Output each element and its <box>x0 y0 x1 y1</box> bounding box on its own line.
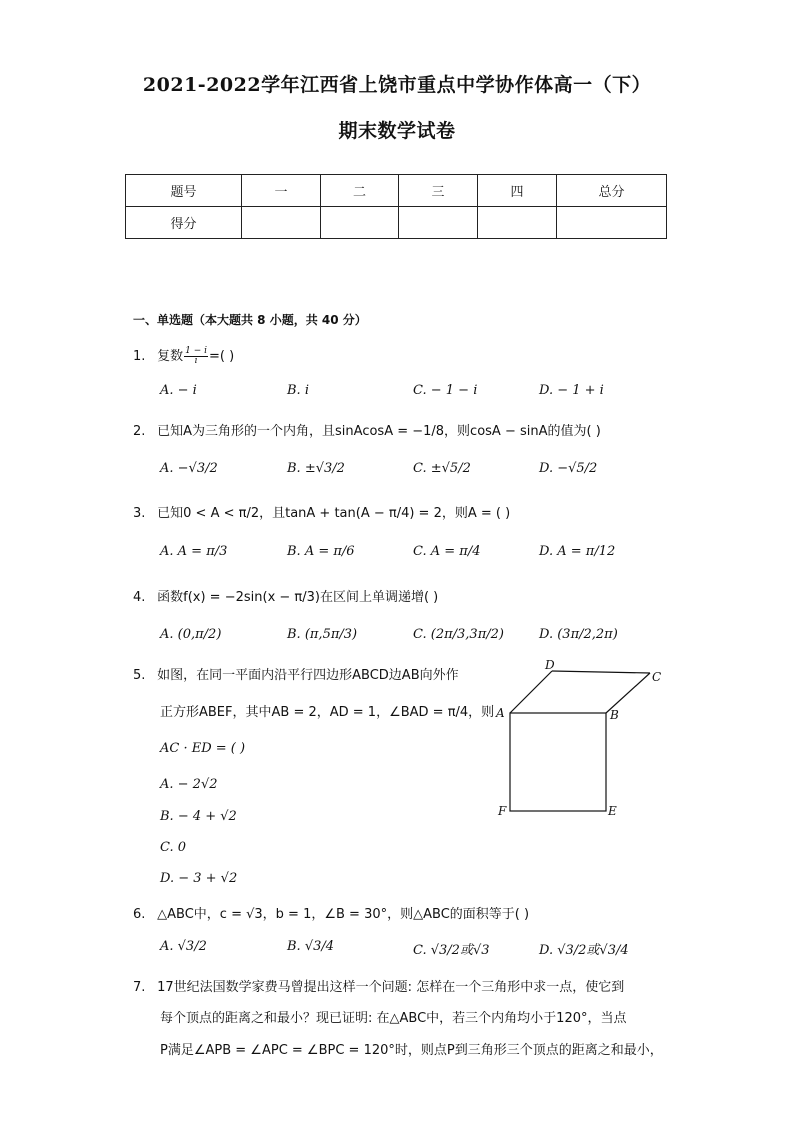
question-number: 7. <box>133 980 146 995</box>
q3-option-d: D. A = π/12 <box>539 544 616 559</box>
question-1 <box>133 345 234 366</box>
score-table <box>125 174 667 239</box>
q5-option-d: D. − 3 + √2 <box>160 871 238 886</box>
question-stem-line-3: P满足∠APB = ∠APC = ∠BPC = 120°时，则点P到三角形三个顶点的距离之和最小， <box>160 1043 663 1058</box>
question-stem: 已知0 < A < π/2，且tanA + tan(A − π/4) = 2，则A = ( ) <box>157 506 511 521</box>
score-cell <box>321 207 399 239</box>
question-stem-line-1: 17世纪法国数学家费马曾提出这样一个问题: 怎样在一个三角形中求一点，使它到 <box>157 980 625 995</box>
score-cell <box>557 207 667 239</box>
q2-option-d: D. −√5/2 <box>539 461 598 476</box>
parallelogram-square-figure <box>490 655 670 820</box>
score-header-cell: 总分 <box>557 175 667 207</box>
question-stem-line-3: AC · ED = ( ) <box>160 741 246 756</box>
q5-option-a: A. − 2√2 <box>160 777 218 792</box>
q4-option-c: C. (2π/3,3π/2) <box>413 627 504 642</box>
q5-option-b: B. − 4 + √2 <box>160 809 237 824</box>
score-header-cell: 题号 <box>126 175 242 207</box>
question-number: 4. <box>133 590 146 605</box>
question-4 <box>133 586 438 605</box>
label-b: B <box>610 708 619 722</box>
label-e: E <box>608 804 617 818</box>
question-stem-line-2: 每个顶点的距离之和最小？现已证明: 在△ABC中，若三个内角均小于120°，当点 <box>160 1011 627 1026</box>
q2-option-a: A. −√3/2 <box>160 461 218 476</box>
question-stem: 函数f(x) = −2sin(x − π/3)在区间上单调递增( ) <box>157 590 439 605</box>
question-number: 2. <box>133 424 146 439</box>
question-stem-line-2: 正方形ABEF，其中AB = 2，AD = 1，∠BAD = π/4，则 <box>160 705 495 720</box>
q1-option-d: D. − 1 + i <box>539 383 604 398</box>
q4-option-a: A. (0,π/2) <box>160 627 222 642</box>
square-abef <box>510 713 606 811</box>
edge-ad <box>510 671 552 713</box>
question-stem: △ABC中，c = √3，b = 1，∠B = 30°，则△ABC的面积等于( ) <box>157 907 530 922</box>
question-number: 5. <box>133 668 146 683</box>
score-header-cell: 四 <box>478 175 557 207</box>
score-cell <box>478 207 557 239</box>
score-table-score-row <box>126 207 667 239</box>
q6-option-b: B. √3/4 <box>287 939 335 954</box>
q6-option-a: A. √3/2 <box>160 939 207 954</box>
question-3 <box>133 502 510 521</box>
fraction-1-minus-i-over-i: $\frac{1 - i}{i}$ <box>185 346 208 366</box>
score-header-cell: 一 <box>242 175 321 207</box>
score-row-label: 得分 <box>126 207 242 239</box>
title-line-1: 2021-2022学年江西省上饶市重点中学协作体高一（下） <box>142 74 652 96</box>
question-number: 6. <box>133 907 146 922</box>
q1-option-a: A. − i <box>160 383 197 398</box>
label-d: D <box>545 658 555 672</box>
question-7 <box>133 976 624 995</box>
q1-option-c: C. − 1 − i <box>413 383 478 398</box>
question-number: 3. <box>133 506 146 521</box>
q4-option-b: B. (π,5π/3) <box>287 627 358 642</box>
q6-option-d: D. √3/2或√3/4 <box>539 943 629 958</box>
score-header-cell: 三 <box>399 175 478 207</box>
score-cell <box>242 207 321 239</box>
question-stem: 已知A为三角形的一个内角，且sinAcosA = −1/8，则cosA − sinA的值为( ) <box>157 424 601 439</box>
title-line-2: 期末数学试卷 <box>338 120 456 142</box>
score-table-header-row <box>126 175 667 207</box>
question-number: 1. <box>133 349 146 364</box>
q6-option-c: C. √3/2或√3 <box>413 943 490 958</box>
q2-option-b: B. ±√3/2 <box>287 461 345 476</box>
q2-option-c: C. ±√5/2 <box>413 461 471 476</box>
edge-dc <box>552 671 650 673</box>
q5-option-c: C. 0 <box>160 840 187 855</box>
label-a: A <box>496 706 505 720</box>
score-cell <box>399 207 478 239</box>
q4-option-d: D. (3π/2,2π) <box>539 627 618 642</box>
section-heading: 一、单选题（本大题共 8 小题，共 40 分） <box>133 313 367 327</box>
label-f: F <box>498 804 507 818</box>
question-2 <box>133 420 601 439</box>
question-6 <box>133 903 529 922</box>
q3-option-a: A. A = π/3 <box>160 544 228 559</box>
question-stem-suffix: =( ) <box>209 349 235 364</box>
score-header-cell: 二 <box>321 175 399 207</box>
question-5 <box>133 664 459 683</box>
edge-cb <box>606 673 650 713</box>
label-c: C <box>652 670 662 684</box>
question-stem-prefix: 复数 <box>157 349 184 364</box>
q1-option-b: B. i <box>287 383 309 398</box>
q3-option-b: B. A = π/6 <box>287 544 355 559</box>
q3-option-c: C. A = π/4 <box>413 544 481 559</box>
question-stem-line-1: 如图，在同一平面内沿平行四边形ABCD边AB向外作 <box>157 668 459 683</box>
